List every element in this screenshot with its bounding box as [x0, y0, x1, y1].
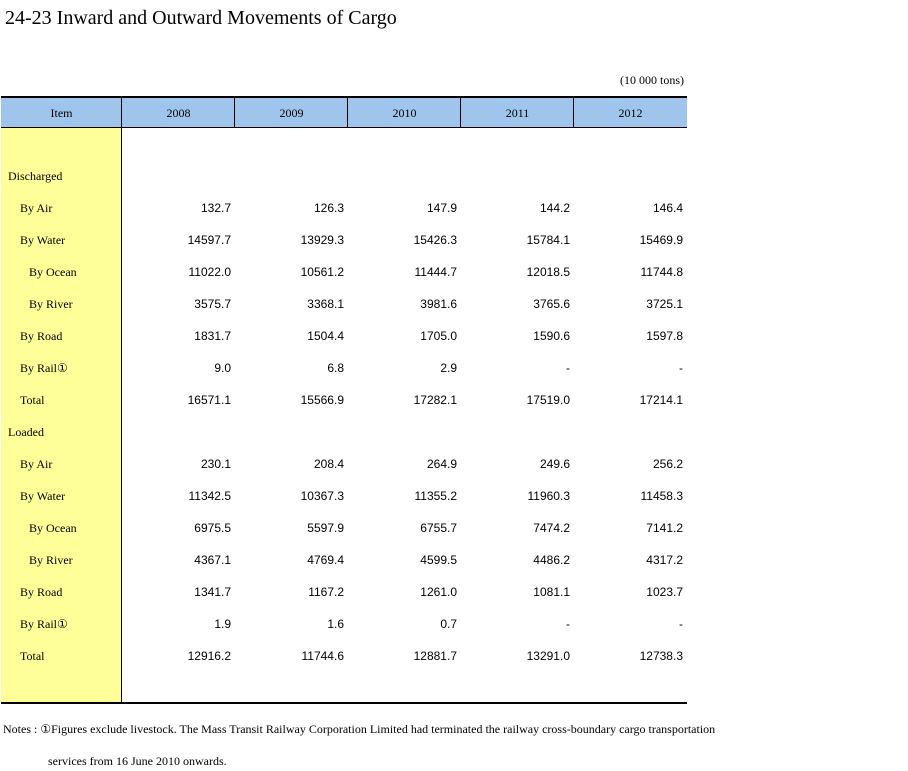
row-value-2008: 12916.2: [187, 649, 231, 663]
row-value-2008: 6975.5: [194, 521, 231, 535]
header-year-2011: 2011: [460, 98, 574, 128]
row-label: Discharged: [8, 169, 63, 183]
table-row: [1, 160, 687, 192]
row-value-2008: 230.1: [200, 457, 231, 471]
row-value-2008: 11022.0: [188, 265, 231, 279]
row-value-2010: 15426.3: [413, 233, 457, 247]
row-value-2011: 15784.1: [526, 233, 570, 247]
row-value-2011: 249.6: [539, 457, 570, 471]
row-value-2012: [583, 160, 683, 192]
row-value-2010: 264.9: [426, 457, 457, 471]
row-value-2010: [357, 160, 457, 192]
row-value-2012: 1597.8: [646, 329, 683, 343]
row-value-2009: 13929.3: [300, 233, 344, 247]
row-value-2011: 3765.6: [533, 297, 570, 311]
row-label: By Road: [20, 329, 63, 343]
table-row: [1, 416, 687, 448]
row-value-2011: 144.2: [539, 201, 570, 215]
row-value-2010: 11355.2: [414, 489, 457, 503]
row-label: By Air: [20, 201, 53, 215]
cargo-table: [1, 96, 687, 704]
row-value-2011: 7474.2: [533, 521, 570, 535]
row-label: By Road: [20, 585, 63, 599]
row-value-2011: 11960.3: [527, 489, 570, 503]
row-value-2011: 1081.1: [533, 585, 570, 599]
row-value-2011: [470, 160, 570, 192]
row-value-2012: 4317.2: [646, 553, 683, 567]
row-label: By Air: [20, 457, 53, 471]
row-value-2008: 1341.7: [194, 585, 231, 599]
row-label: By Rail①: [20, 617, 68, 631]
page-title: 24-23 Inward and Outward Movements of Cargo: [5, 7, 397, 29]
table-row: [1, 448, 687, 480]
row-value-2012: 7141.2: [646, 521, 683, 535]
row-label: Loaded: [8, 425, 44, 439]
table-row: [1, 384, 687, 416]
header-year-2009: 2009: [234, 98, 348, 128]
table-row: [1, 512, 687, 544]
row-value-2009: 208.4: [313, 457, 344, 471]
row-value-2011: 12018.5: [526, 265, 570, 279]
row-value-2009: 15566.9: [300, 393, 344, 407]
row-value-2008: [131, 416, 231, 448]
row-value-2011: -: [566, 617, 570, 631]
row-value-2012: 12738.3: [639, 649, 683, 663]
table-bottom-border: [1, 702, 687, 704]
table-row: [1, 224, 687, 256]
row-value-2012: -: [679, 361, 683, 375]
row-value-2010: 1705.0: [420, 329, 457, 343]
row-value-2011: [470, 416, 570, 448]
header-year-2010: 2010: [347, 98, 461, 128]
row-value-2008: 14597.7: [187, 233, 231, 247]
row-value-2010: 17282.1: [413, 393, 457, 407]
row-value-2009: 10367.3: [300, 489, 344, 503]
row-value-2010: 4599.5: [420, 553, 457, 567]
row-value-2009: 1504.4: [307, 329, 344, 343]
table-row: [1, 544, 687, 576]
row-value-2008: 3575.7: [194, 297, 231, 311]
table-row: [1, 288, 687, 320]
row-value-2010: 0.7: [440, 617, 457, 631]
table-row: [1, 320, 687, 352]
table-row: [1, 608, 687, 640]
row-value-2010: 2.9: [440, 361, 457, 375]
header-year-2012: 2012: [573, 98, 687, 128]
row-label: Total: [20, 393, 45, 407]
row-value-2012: [583, 416, 683, 448]
unit-label: (10 000 tons): [620, 73, 684, 87]
row-value-2009: 11744.6: [301, 649, 344, 663]
row-value-2008: [131, 160, 231, 192]
notes-line-1: Notes : ①Figures exclude livestock. The Mass Transit Railway Corporation Limited had terminated the railway cross-boundary cargo transportation: [3, 722, 716, 736]
row-value-2011: -: [566, 361, 570, 375]
row-value-2009: 5597.9: [307, 521, 344, 535]
row-label: By Rail①: [20, 361, 68, 375]
row-value-2009: 126.3: [313, 201, 344, 215]
table-row: [1, 480, 687, 512]
table-header: [1, 96, 687, 128]
table-row: [1, 576, 687, 608]
row-label: By Water: [20, 489, 66, 503]
row-value-2009: [244, 160, 344, 192]
row-value-2009: [244, 416, 344, 448]
row-value-2010: 11444.7: [414, 265, 457, 279]
row-label: By Ocean: [29, 265, 77, 279]
row-value-2008: 1.9: [214, 617, 231, 631]
row-value-2010: 12881.7: [413, 649, 457, 663]
row-value-2012: 1023.7: [646, 585, 683, 599]
row-value-2009: 10561.2: [300, 265, 344, 279]
row-value-2011: 17519.0: [526, 393, 570, 407]
row-value-2009: 3368.1: [307, 297, 344, 311]
row-value-2012: 11458.3: [640, 489, 683, 503]
row-value-2010: 6755.7: [420, 521, 457, 535]
row-value-2011: 13291.0: [526, 649, 570, 663]
header-year-2008: 2008: [121, 98, 235, 128]
row-label: By Ocean: [29, 521, 77, 535]
row-value-2012: -: [679, 617, 683, 631]
row-label: Total: [20, 649, 45, 663]
row-value-2010: 147.9: [426, 201, 457, 215]
row-label: By River: [29, 297, 73, 311]
row-value-2008: 11342.5: [188, 489, 231, 503]
table-row: [1, 352, 687, 384]
table-row: [1, 256, 687, 288]
row-value-2011: 1590.6: [533, 329, 570, 343]
row-value-2009: 6.8: [327, 361, 344, 375]
notes-line-2: services from 16 June 2010 onwards.: [48, 754, 227, 768]
row-value-2011: 4486.2: [533, 553, 570, 567]
row-value-2008: 16571.1: [187, 393, 231, 407]
row-label: By Water: [20, 233, 66, 247]
row-value-2008: 1831.7: [194, 329, 231, 343]
row-value-2012: 17214.1: [639, 393, 683, 407]
header-item: Item: [50, 106, 73, 120]
row-value-2008: 132.7: [200, 201, 231, 215]
row-label: By River: [29, 553, 73, 567]
row-value-2012: 146.4: [652, 201, 683, 215]
table-row: [1, 640, 687, 672]
row-value-2008: 9.0: [214, 361, 231, 375]
row-value-2010: [357, 416, 457, 448]
row-value-2008: 4367.1: [194, 553, 231, 567]
row-value-2012: 15469.9: [639, 233, 683, 247]
row-value-2012: 11744.8: [640, 265, 683, 279]
row-value-2009: 1167.2: [308, 585, 344, 599]
row-value-2010: 3981.6: [420, 297, 457, 311]
row-value-2009: 1.6: [327, 617, 344, 631]
row-value-2012: 256.2: [652, 457, 683, 471]
row-value-2009: 4769.4: [307, 553, 344, 567]
row-value-2010: 1261.0: [420, 585, 457, 599]
table-row: [1, 192, 687, 224]
row-value-2012: 3725.1: [646, 297, 683, 311]
